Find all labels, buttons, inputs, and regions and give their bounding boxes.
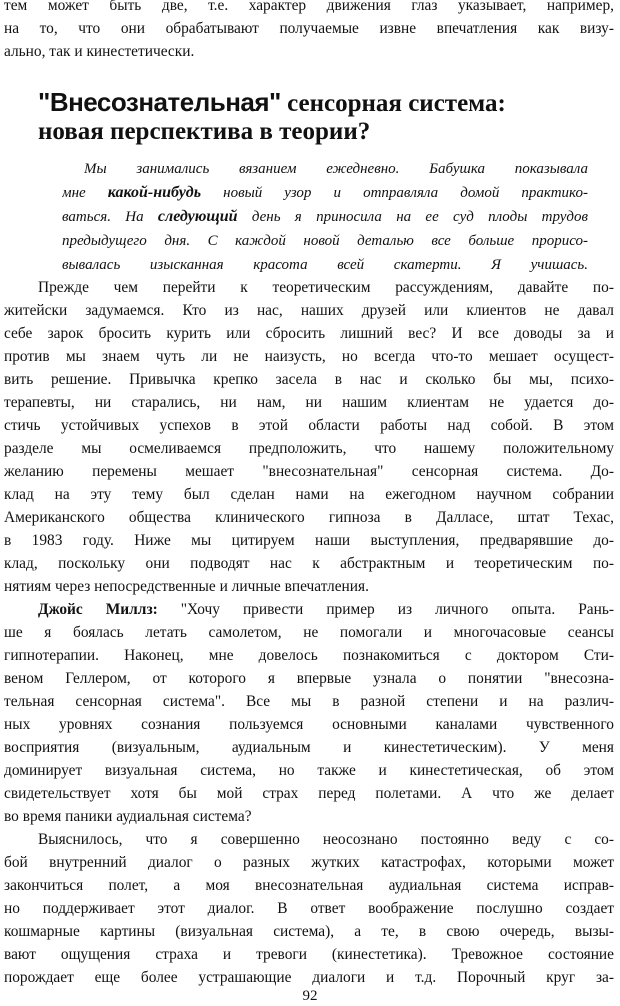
text-line: разделе мы осмеливаемся предположить, что нашему положительному (4, 440, 614, 457)
text-line: восприятия (визуальным, аудиальным и кинестетическим). У меня (4, 739, 614, 756)
epigraph-line: вывалась изысканная красота всей скатерти. Я учишась. (62, 257, 588, 273)
text-line: вить решение. Привычка крепко засела в нас и сколько бы мы, психо- (4, 371, 614, 388)
text-line: закончиться полет, а моя внесознательная аудиальная система исправ- (4, 877, 614, 894)
epigraph-line: Мы занимались вязанием ежедневно. Бабушка показывала (84, 161, 588, 177)
heading-emphasis: "Внесознательная" (38, 87, 281, 117)
text-line: но поддерживает этот диалог. В ответ воображение послушно создает (4, 900, 614, 917)
section-heading (38, 86, 506, 120)
text-line: гипнотерапии. Наконец, мне довелось познакомиться с доктором Сти- (4, 647, 614, 664)
text-line: стичь устойчивых успехов в этой области работы над собой. В этом (4, 417, 614, 434)
text-line: ше я боялась летать самолетом, не помогали и многочасовые сеансы (4, 624, 614, 641)
text-line: Прежде чем перейти к теоретическим рассуждениям, давайте по- (38, 279, 614, 296)
epigraph-emphasis: следующий (157, 208, 238, 225)
text-line: тельная сенсорная система". Все мы в разной степени и на различ- (4, 693, 614, 710)
epigraph-emphasis: какой-нибудь (107, 184, 202, 201)
text-line: клад, поскольку они подводят нас к абстрактным и теоретическим по- (4, 555, 614, 572)
text-line: на то, что они обрабатывают получаемые извне впечатления как визу- (4, 20, 614, 37)
text-line: кошмарные картины (визуальная система), а те, в свою очередь, вызы- (4, 923, 614, 940)
text-line: свидетельствует хотя бы мой страх перед полетами. А что же делает (4, 785, 614, 802)
section-heading-line2: новая перспектива в теории? (38, 118, 371, 145)
heading-text: сенсорная система: (280, 90, 506, 117)
text-line: в 1983 году. Ниже мы цитируем наши выступления, предварявшие до- (4, 532, 614, 549)
text-line: тем может быть две, т.е. характер движения глаз указывает, например, (4, 0, 614, 14)
speaker-name: Джойс Миллз: (38, 601, 158, 618)
epigraph-line: ваться. На следующий день я приносила на ее суд плоды трудов (62, 208, 588, 225)
text-line: Джойс Миллз: "Хочу привести пример из личного опыта. Рань- (38, 601, 614, 618)
text-line: доминирует визуальная система, но также и кинестетическая, об этом (4, 762, 614, 779)
text-line: во время паники аудиальная система? (4, 808, 252, 825)
text-line: себе зарок бросить курить или сбросить лишний вес? И все доводы за и (4, 325, 614, 342)
text-line: ных уровнях сознания пользуемся основными каналами чувственного (4, 716, 614, 733)
text-line: Выяснилось, что я совершенно неосознано постоянно веду с со- (38, 831, 614, 848)
text-line: ально, так и кинестетически. (4, 43, 195, 60)
epigraph-line: предыдущего дня. С каждой новой деталью все больше прорисо- (62, 233, 588, 249)
text-line: клад на эту тему был сделан нами на ежегодном научном собрании (4, 486, 614, 503)
text-line: терапевты, ни старались, ни нам, ни нашим клиентам не удается до- (4, 394, 614, 411)
text-line: житейски задумаемся. Кто из нас, наших друзей или клиентов не давал (4, 302, 614, 319)
text-line: против мы знаем чуть ли не наизусть, но всегда что-то мешает осущест- (4, 348, 614, 365)
text-line: порождает еще более устрашающие диалоги и т.д. Порочный круг за- (4, 969, 614, 986)
page-number: 92 (302, 988, 318, 1004)
epigraph-line: мне какой-нибудь новый узор и отправляла домой практико- (62, 184, 588, 201)
text-line: веном Геллером, от которого я впервые узнала о понятии "внесозна- (4, 670, 614, 687)
text-line: вают ощущения страха и тревоги (кинестетика). Тревожное состояние (4, 946, 614, 963)
text-line: Американского общества клинического гипноза в Далласе, штат Техас, (4, 509, 614, 526)
text-line: бой внутренний диалог о разных жутких катастрофах, которыми может (4, 854, 614, 871)
text-line: нятиям через непосредственные и личные впечатления. (4, 578, 369, 595)
text-line: желанию перемены мешает "внесознательная" сенсорная система. До- (4, 463, 614, 480)
